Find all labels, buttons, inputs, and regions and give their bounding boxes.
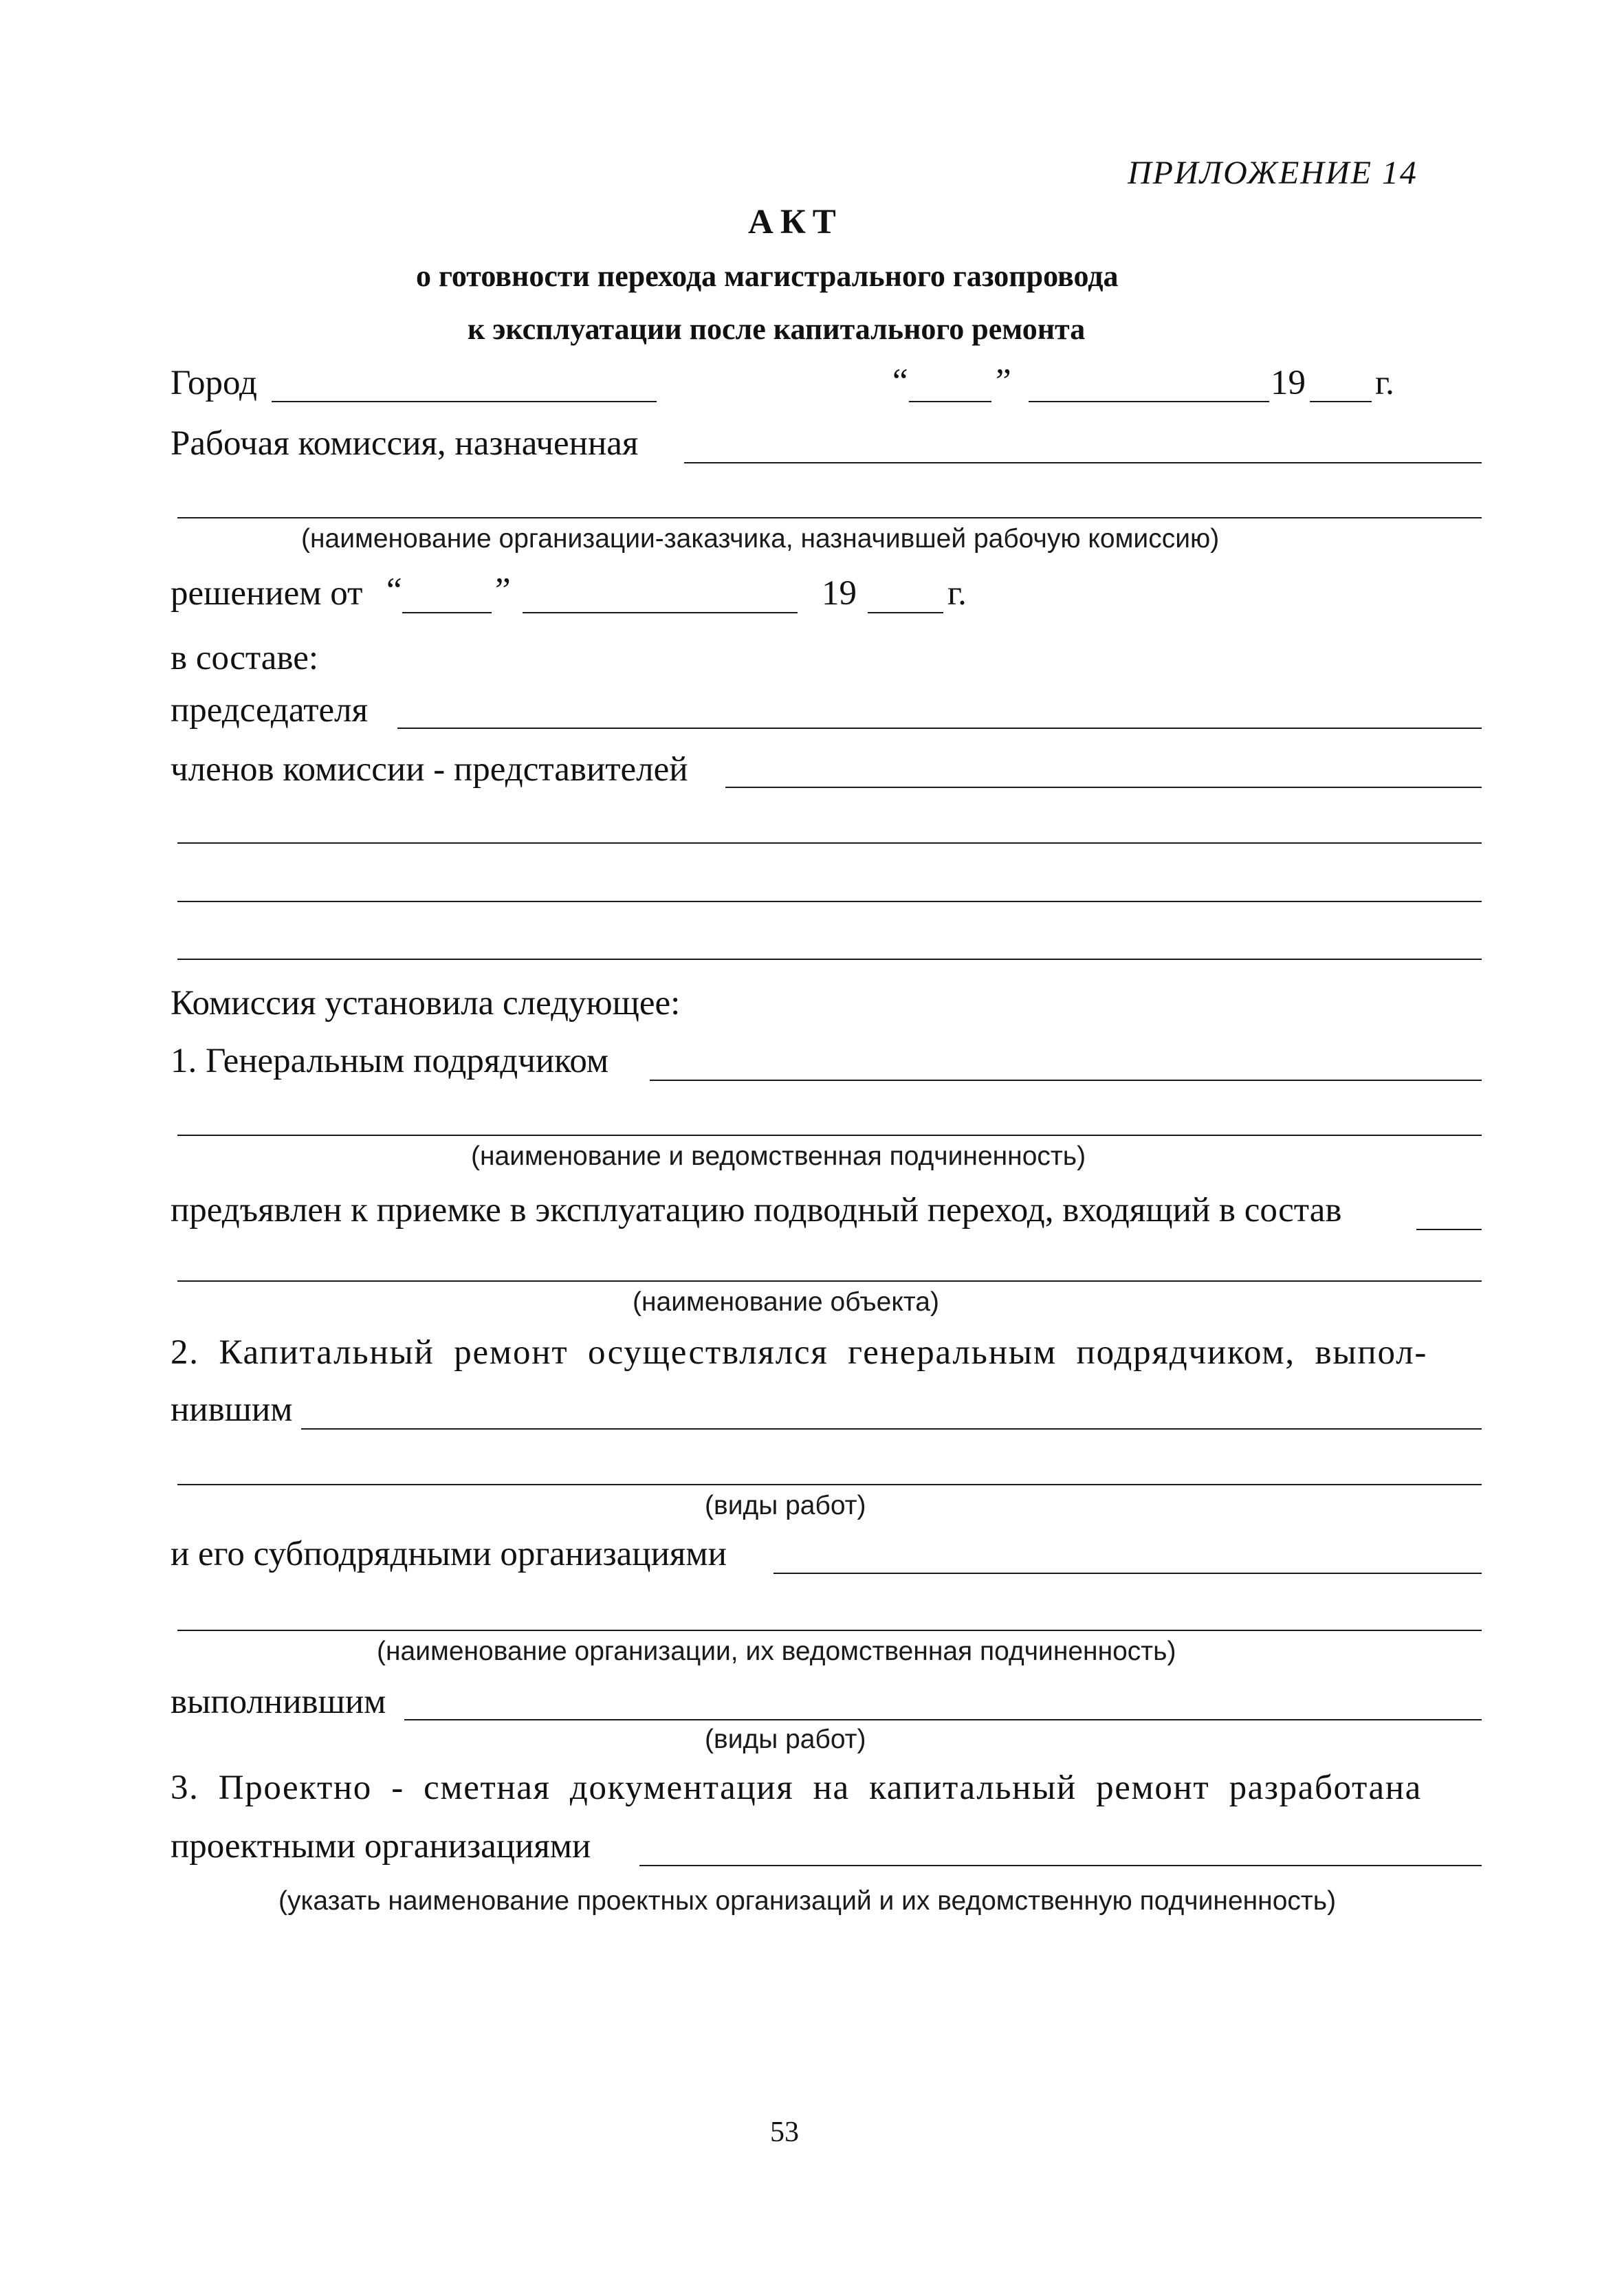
members-field[interactable] <box>725 787 1482 788</box>
subcontractors-label: и его субподрядными организациями <box>171 1535 727 1573</box>
general-contractor-field-line2[interactable] <box>177 1135 1482 1136</box>
commission-field-line2[interactable] <box>177 517 1482 518</box>
commission-field[interactable] <box>684 462 1482 463</box>
members-field-line2[interactable] <box>177 842 1482 844</box>
item3-line1: 3. Проектно - сметная документация на капитальный ремонт разработана <box>171 1769 1422 1807</box>
performed-caption: (виды работ) <box>705 1725 866 1754</box>
performed-label: выполнившим <box>171 1683 386 1721</box>
decision-year-suffix: г. <box>947 574 967 613</box>
date-year-suffix: г. <box>1375 364 1394 402</box>
findings-intro: Комиссия установила следующее: <box>171 984 681 1023</box>
presented-text: предъявлен к приемке в эксплуатацию подводный переход, входящий в состав <box>171 1191 1342 1229</box>
work-types-caption: (виды работ) <box>705 1491 866 1520</box>
decision-label: решением от <box>171 574 363 613</box>
work-types-field[interactable] <box>301 1428 1482 1430</box>
city-label: Город <box>171 364 257 402</box>
subcontractors-caption: (наименование организации, их ведомственная подчиненность) <box>377 1637 1176 1666</box>
date-year-field[interactable] <box>1310 401 1372 402</box>
performed-field[interactable] <box>404 1719 1482 1720</box>
date-quote-close: ” <box>996 362 1011 401</box>
date-year-prefix: 19 <box>1271 364 1306 402</box>
document-title: АКТ <box>748 203 843 241</box>
commission-label: Рабочая комиссия, назначенная <box>171 424 639 463</box>
object-field-line2[interactable] <box>177 1280 1482 1282</box>
appendix-label: ПРИЛОЖЕНИЕ 14 <box>1128 155 1418 191</box>
document-subtitle-line1: о готовности перехода магистрального газопровода <box>416 259 1119 293</box>
decision-year-field[interactable] <box>868 612 943 613</box>
item1-label: 1. Генеральным подрядчиком <box>171 1042 609 1080</box>
commission-caption: (наименование организации-заказчика, назначившей рабочую комиссию) <box>301 524 1220 554</box>
composition-label: в составе: <box>171 639 319 677</box>
decision-quote-open: “ <box>386 571 402 610</box>
item2-line1: 2. Капитальный ремонт осуществлялся генеральным подрядчиком, выпол- <box>171 1333 1428 1372</box>
date-day-field[interactable] <box>909 401 991 402</box>
object-caption: (наименование объекта) <box>633 1287 939 1317</box>
decision-day-field[interactable] <box>402 612 492 613</box>
date-quote-open: “ <box>892 362 908 401</box>
chairman-label: председателя <box>171 691 369 730</box>
members-field-line4[interactable] <box>177 959 1482 960</box>
item3-line2: проектными организациями <box>171 1827 591 1866</box>
decision-month-field[interactable] <box>523 612 798 613</box>
document-subtitle-line2: к эксплуатации после капитального ремонта <box>468 312 1086 346</box>
item1-caption: (наименование и ведомственная подчиненность) <box>471 1141 1086 1171</box>
object-field[interactable] <box>1416 1229 1482 1230</box>
decision-year-prefix: 19 <box>822 574 857 613</box>
work-types-field-line2[interactable] <box>177 1484 1482 1485</box>
item2-line2: нившим <box>171 1390 293 1429</box>
page-number: 53 <box>770 2117 799 2148</box>
members-label: членов комиссии - представителей <box>171 750 688 789</box>
general-contractor-field[interactable] <box>650 1080 1482 1081</box>
subcontractors-field[interactable] <box>773 1573 1482 1574</box>
city-field[interactable] <box>272 401 657 402</box>
chairman-field[interactable] <box>397 728 1482 729</box>
members-field-line3[interactable] <box>177 901 1482 902</box>
decision-quote-close: ” <box>495 571 511 610</box>
date-month-field[interactable] <box>1029 401 1269 402</box>
design-orgs-field[interactable] <box>639 1865 1482 1866</box>
subcontractors-field-line2[interactable] <box>177 1630 1482 1631</box>
design-orgs-caption: (указать наименование проектных организаций и их ведомственную подчиненность) <box>278 1886 1337 1916</box>
